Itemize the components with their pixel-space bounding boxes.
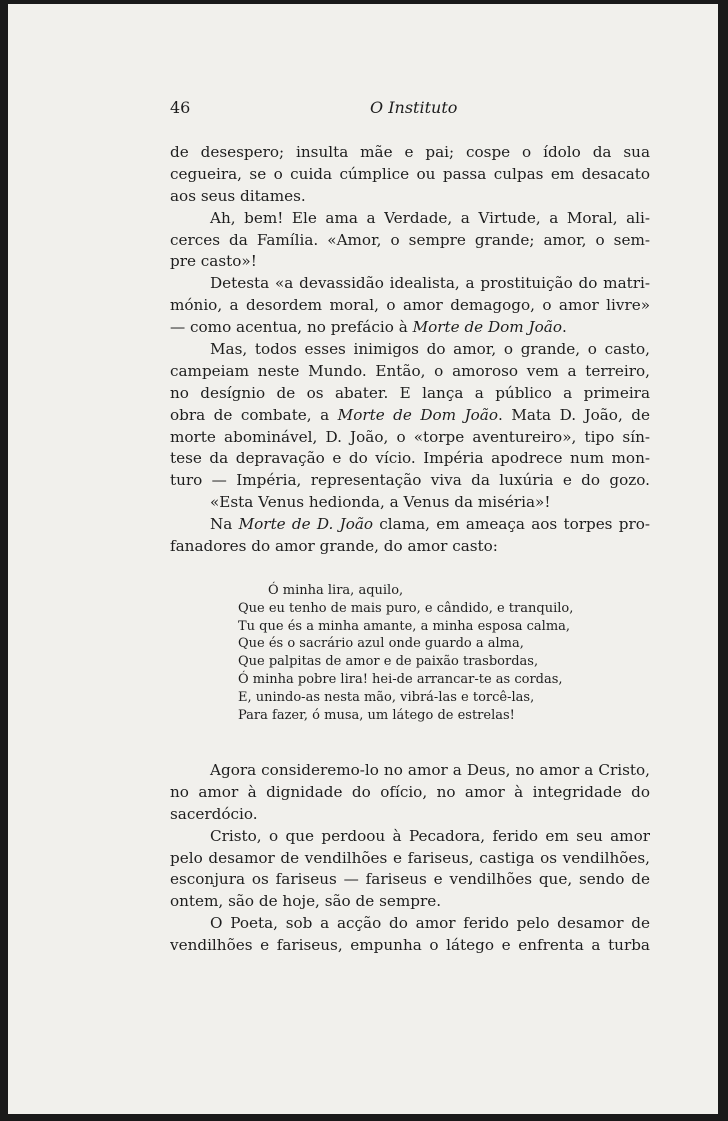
text-line: sacerdócio. [170, 804, 258, 823]
text-line: Agora consideremo-lo no amor a Deus, no amor a Cristo, [210, 761, 650, 779]
running-title: O Instituto [370, 98, 458, 117]
poem-verse: Ó minha lira, aquilo, [268, 583, 404, 598]
book-title: Morte de Dom João [412, 318, 562, 337]
book-page [8, 4, 718, 1114]
text-line: morte abominável, D. João, o «torpe aventureiro», tipo sín- [170, 427, 650, 446]
text-line: cerces da Família. «Amor, o sempre grande; amor, o sem- [170, 230, 650, 249]
poem-verse: Para fazer, ó musa, um látego de estrelas! [238, 707, 515, 723]
body-text-before-poem [170, 142, 650, 558]
body-text-after-poem [170, 760, 650, 957]
text-line: tese da depravação e do vício. Impéria apodrece num mon- [170, 449, 650, 468]
poem-verse: Tu que és a minha amante, a minha esposa calma, [238, 618, 571, 634]
paragraph [170, 760, 650, 826]
text-line: cegueira, se o cuida cúmplice ou passa culpas em desacato [170, 164, 650, 183]
text-line: Ah, bem! Ele ama a Verdade, a Virtude, a Moral, ali- [210, 208, 650, 227]
text-line: — como acentua, no prefácio à Morte de Dom João. [170, 318, 567, 337]
poem-verse: Ó minha pobre lira! hei-de arrancar-te as cordas, [238, 671, 563, 687]
paragraph [170, 514, 650, 558]
text-line: «Esta Venus hedionda, a Venus da miséria»! [210, 493, 551, 512]
poem-verse: E, unindo-as nesta mão, vibrá-las e torcê-las, [238, 689, 535, 705]
poem-verse: Que eu tenho de mais puro, e cândido, e tranquilo, [238, 600, 574, 616]
page-number: 46 [170, 98, 191, 117]
text-line: turo — Impéria, representação viva da luxúria e do gozo. [170, 471, 650, 490]
text-line: O Poeta, sob a acção do amor ferido pelo desamor de [210, 914, 650, 933]
paragraph [170, 826, 650, 914]
poem-verse: Que palpitas de amor e de paixão trasbordas, [238, 654, 539, 670]
text-line: no amor à dignidade do ofício, no amor à integridade do [170, 782, 650, 801]
paragraph [170, 492, 650, 514]
page-header [170, 98, 650, 120]
text-line: campeiam neste Mundo. Então, o amoroso vem a terreiro, [170, 361, 650, 380]
paragraph [170, 208, 650, 274]
poem-verse: Que és o sacrário azul onde guardo a alma, [238, 636, 524, 652]
text-line: ontem, são de hoje, são de sempre. [170, 892, 442, 911]
text-line: pre casto»! [170, 252, 257, 271]
text-line: mónio, a desordem moral, o amor demagogo, o amor livre» [170, 296, 650, 315]
text-line: obra de combate, a Morte de Dom João. Mata D. João, de [170, 405, 650, 424]
text-line: Mas, todos esses inimigos do amor, o grande, o casto, [210, 340, 650, 359]
book-title: Morte de Dom João [337, 405, 499, 424]
paragraph [170, 273, 650, 339]
poem-quotation [238, 582, 598, 724]
book-title: Morte de D. João [238, 515, 374, 534]
paragraph [170, 913, 650, 957]
text-line: no desígnio de os abater. E lança a público a primeira [170, 383, 650, 402]
text-line: Cristo, o que perdoou à Pecadora, ferido em seu amor [210, 826, 650, 845]
text-line: esconjura os fariseus — fariseus e vendilhões que, sendo de [170, 870, 650, 889]
paragraph [170, 339, 650, 492]
text-line: fanadores do amor grande, do amor casto: [170, 537, 498, 556]
paragraph [170, 142, 650, 208]
text-line: de desespero; insulta mãe e pai; cospe o ídolo da sua [170, 143, 650, 161]
text-line: vendilhões e fariseus, empunha o látego e enfrenta a turba [170, 936, 650, 955]
text-line: Na Morte de D. João clama, em ameaça aos torpes pro- [210, 515, 650, 534]
text-line: Detesta «a devassidão idealista, a prostituição do matri- [210, 274, 650, 293]
text-line: aos seus ditames. [170, 186, 306, 205]
text-line: pelo desamor de vendilhões e fariseus, castiga os vendilhões, [170, 848, 650, 867]
